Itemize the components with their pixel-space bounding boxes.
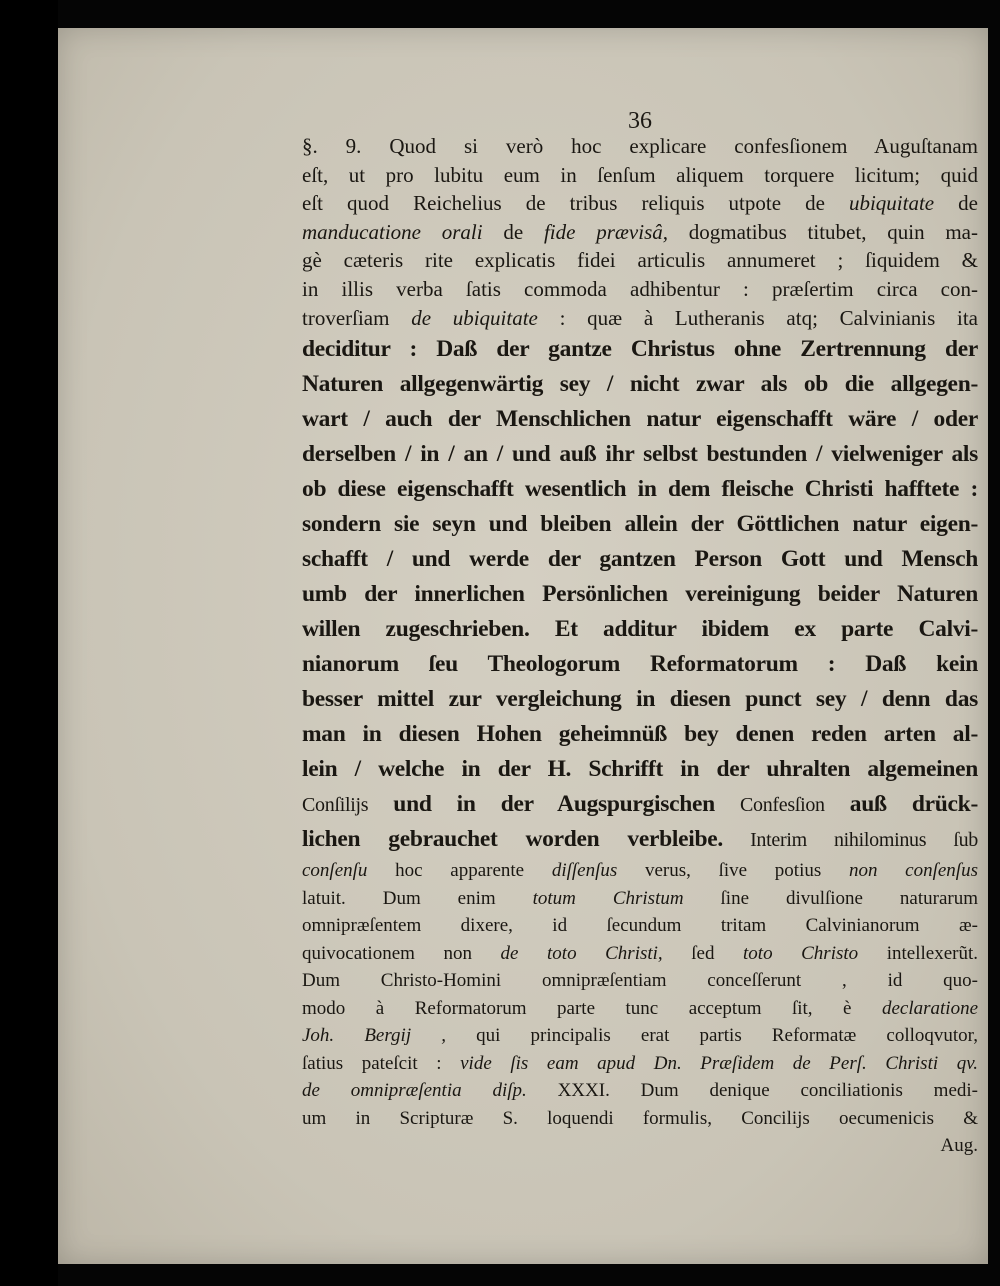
text-segment: diſſenſus <box>551 860 618 882</box>
text-segment: sondern sie seyn und bleiben allein der Göttlichen natur eigen- <box>302 511 978 538</box>
text-segment: ob diese eigenschafft wesentlich in dem fleische Christi hafftete : <box>302 476 978 503</box>
text-segment: conſenſu <box>302 860 368 882</box>
text-line <box>302 218 978 247</box>
text-segment: ſine divulſione naturarum <box>683 887 979 909</box>
text-segment: de <box>934 191 978 216</box>
text-line <box>302 332 978 367</box>
page-number: 36 <box>628 108 652 134</box>
text-segment: intellexerũt. <box>858 942 978 964</box>
text-segment: fide prævisâ, <box>543 219 668 244</box>
text-line <box>302 940 978 968</box>
text-segment: auß drück- <box>824 791 978 818</box>
text-line <box>302 912 978 940</box>
text-segment: eſt quod Reichelius de tribus reliquis utpote de <box>302 191 849 216</box>
text-segment: nianorum ſeu Theologorum Reformatorum : <box>302 651 866 678</box>
text-line <box>302 787 978 822</box>
text-segment: modo à Reformatorum parte tunc acceptum ſit, è <box>302 997 882 1019</box>
text-segment: declaratione <box>881 997 978 1019</box>
text-segment: §. 9. Quod si verò hoc explicare confesſionem Auguſtanam <box>302 134 978 158</box>
scan-border <box>0 0 58 1286</box>
text-segment: omnipræſentem dixere, id ſecundum tritam Calvinianorum æ- <box>302 915 978 937</box>
text-segment: toto Christo <box>743 942 859 964</box>
text-line <box>302 612 978 647</box>
text-segment: eſt, ut pro lubitu eum in ſenſum aliquem torquere licitum; quid <box>302 162 978 187</box>
text-line <box>302 647 978 682</box>
text-line <box>302 437 978 472</box>
text-line <box>302 132 978 161</box>
text-segment: Daß kein <box>865 651 978 678</box>
text-line <box>302 885 978 913</box>
text-line <box>302 1050 978 1078</box>
text-segment: man in diesen Hohen geheimnüß bey denen reden arten al- <box>302 721 978 748</box>
text-segment: Conſilijs <box>302 794 369 817</box>
text-segment: totum Christum <box>532 887 684 909</box>
text-segment: wart / auch der Menschlichen natur eigenschafft wäre / oder <box>302 406 978 433</box>
text-segment: hoc apparente <box>367 860 552 882</box>
text-line <box>302 717 978 752</box>
text-segment: ubiquitate <box>848 191 935 216</box>
text-segment: XXXI. Dum denique conciliationis medi- <box>526 1080 978 1102</box>
text-segment: in illis verba ſatis commoda adhibentur : præſertim circa con- <box>302 276 978 301</box>
text-segment: qui principalis erat partis Reformatæ colloqvutor, <box>446 1025 978 1047</box>
text-segment: umb der innerlichen Persönlichen vereinigung beider Naturen <box>302 581 978 608</box>
text-segment: besser mittel zur vergleichung in diesen punct sey / denn das <box>302 686 978 713</box>
text-segment: ſatius pateſcit : <box>302 1052 461 1074</box>
text-segment: schafft / und werde der gantzen Person Gott und Mensch <box>302 546 978 573</box>
text-segment: Aug. <box>940 1135 978 1157</box>
text-line <box>302 1077 978 1105</box>
text-line <box>302 367 978 402</box>
text-segment: Joh. Bergij , <box>302 1025 446 1047</box>
text-segment: non conſenſus <box>848 860 978 882</box>
text-line <box>302 857 978 885</box>
text-line <box>302 402 978 437</box>
document-page <box>58 28 988 1264</box>
text-segment: quivocationem non <box>302 942 501 964</box>
text-segment: dogmatibus titubet, quin ma- <box>668 219 978 244</box>
text-segment: troverſiam <box>302 305 412 330</box>
text-segment: de toto Christi, <box>500 942 663 964</box>
text-segment: gè cæteris rite explicatis fidei articulis annumeret ; ſiquidem & <box>302 248 978 273</box>
text-segment: lichen gebrauchet worden verbleibe. <box>302 826 723 853</box>
text-line <box>302 304 978 333</box>
text-line <box>302 507 978 542</box>
text-line <box>302 967 978 995</box>
text-segment: willen zugeschrieben. <box>302 616 530 643</box>
text-segment: Et additur ibidem ex parte Calvi- <box>529 616 978 643</box>
text-line <box>302 189 978 218</box>
text-segment: de <box>482 219 544 244</box>
text-line <box>302 472 978 507</box>
text-segment: vide ſis eam apud Dn. Præſidem de Perſ. Christi qv. <box>460 1052 978 1074</box>
text-line <box>302 246 978 275</box>
text-segment: manducatione orali <box>302 219 483 244</box>
text-segment: Interim nihilominus ſub <box>722 829 978 852</box>
text-segment: de omnipræſentia diſp. <box>302 1080 527 1102</box>
text-line <box>302 161 978 190</box>
text-segment: derselben / in / an / und auß ihr selbst bestunden / vielweniger als <box>302 441 978 468</box>
text-segment: latuit. Dum enim <box>302 887 533 909</box>
text-line <box>302 995 978 1023</box>
text-segment: : quæ à Lutheranis atq; Calvinianis ita <box>537 305 979 330</box>
text-line <box>302 577 978 612</box>
text-segment: lein / welche in der H. Schrifft in der uhralten algemeinen <box>302 756 978 783</box>
text-line <box>302 542 978 577</box>
text-segment: Dum Christo-Homini omnipræſentiam conceſſerunt , id quo- <box>302 970 978 992</box>
text-line <box>302 1022 978 1050</box>
text-line <box>302 682 978 717</box>
text-line <box>302 1132 978 1160</box>
text-line <box>302 1105 978 1133</box>
text-line <box>302 822 978 857</box>
text-segment: um in Scripturæ S. loquendi formulis, Concilijs oecumenicis & <box>302 1107 978 1129</box>
text-segment: Naturen allgegenwärtig sey / nicht zwar als ob die allgegen- <box>302 371 978 398</box>
text-line <box>302 752 978 787</box>
text-line <box>302 275 978 304</box>
text-segment: de ubiquitate <box>411 305 538 330</box>
text-segment: deciditur : <box>302 336 437 363</box>
body-text <box>302 132 978 1160</box>
text-segment: ſed <box>662 942 744 964</box>
text-segment: und in der Augspurgischen <box>368 791 740 818</box>
text-segment: verus, ſive potius <box>617 860 849 882</box>
text-segment: Confesſion <box>739 794 825 817</box>
text-segment: Daß der gantze Christus ohne Zertrennung der <box>436 336 978 363</box>
